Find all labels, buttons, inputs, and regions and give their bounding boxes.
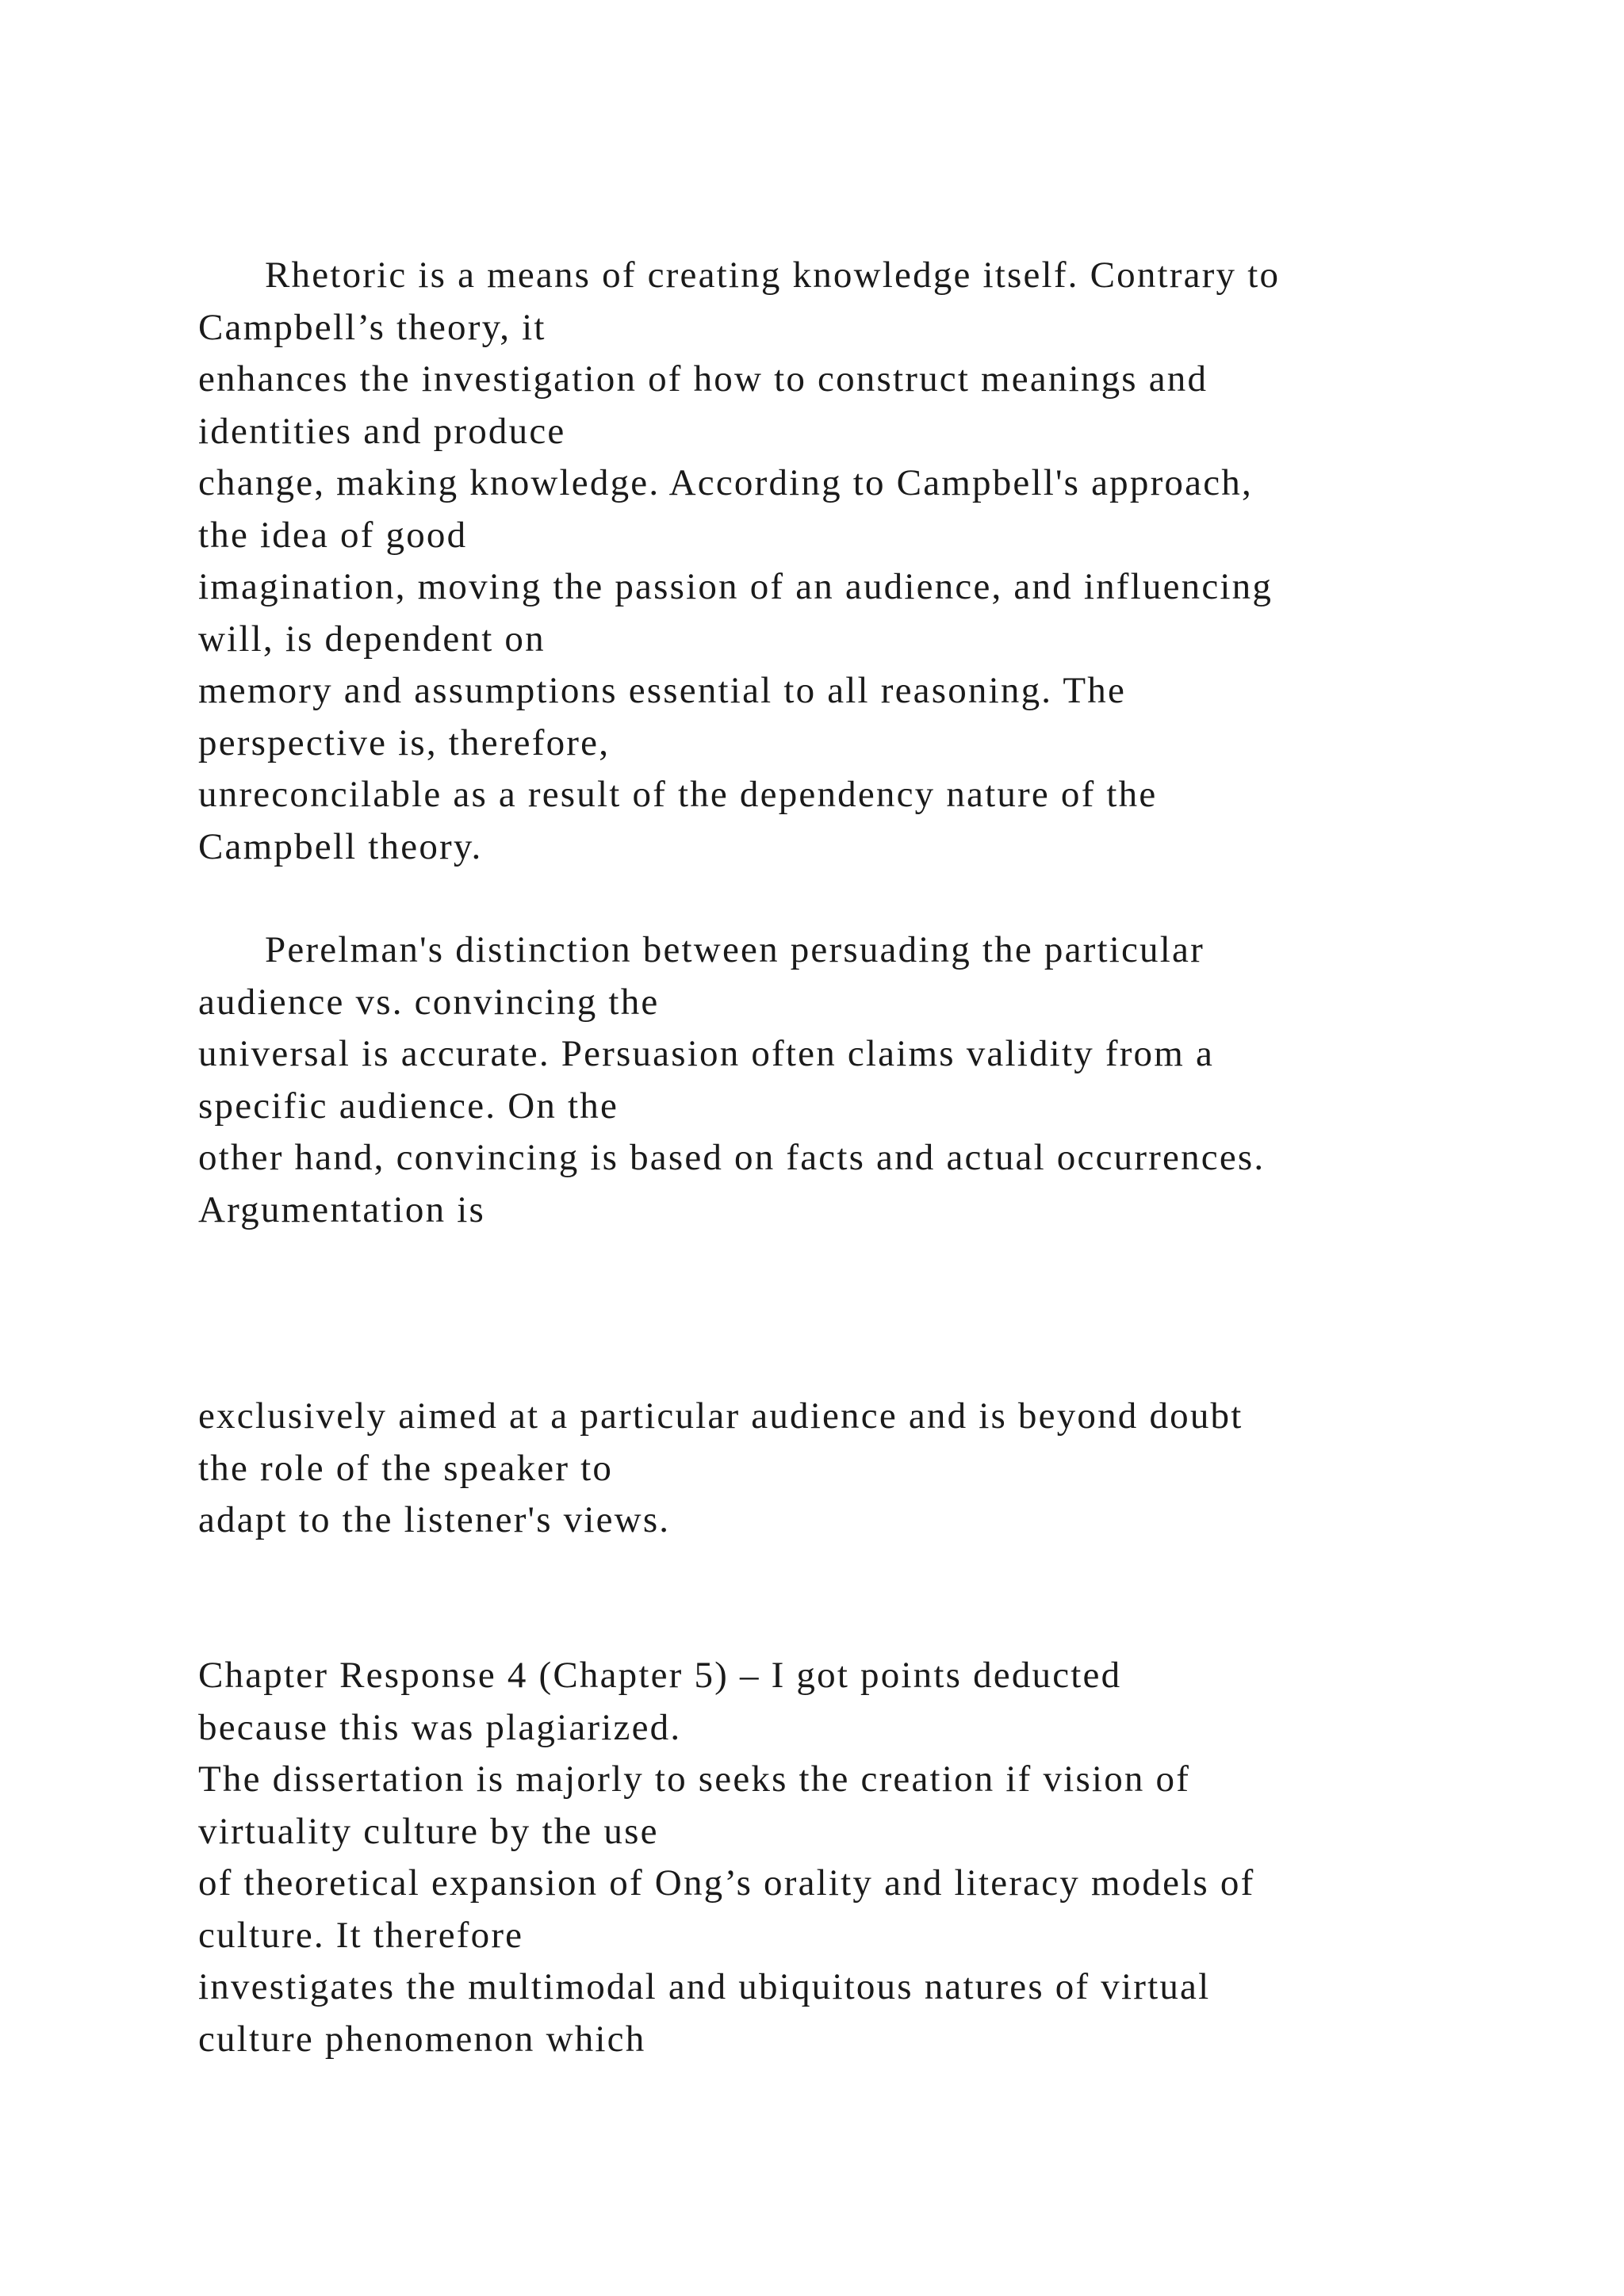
paragraph-line: exclusively aimed at a particular audience and is beyond doubt xyxy=(198,1395,1243,1437)
paragraph-line: Perelman's distinction between persuading the particular xyxy=(265,929,1205,970)
paragraph-line: other hand, convincing is based on facts and actual occurrences. xyxy=(198,1137,1266,1178)
paragraph-line: identities and produce xyxy=(198,410,566,452)
paragraph-line: of theoretical expansion of Ong’s orality and literacy models of xyxy=(198,1862,1255,1904)
paragraph-line: imagination, moving the passion of an audience, and influencing xyxy=(198,566,1274,607)
paragraph-line: because this was plagiarized. xyxy=(198,1706,682,1748)
paragraph-line: virtuality culture by the use xyxy=(198,1810,659,1852)
paragraph-line: the idea of good xyxy=(198,514,468,556)
paragraph-line: investigates the multimodal and ubiquitous natures of virtual xyxy=(198,1966,1211,2007)
paragraph-line: culture. It therefore xyxy=(198,1914,524,1956)
paragraph-line: specific audience. On the xyxy=(198,1085,619,1127)
paragraph-line: Rhetoric is a means of creating knowledge itself. Contrary to xyxy=(265,254,1281,296)
paragraph-line: will, is dependent on xyxy=(198,618,546,660)
paragraph-line: the role of the speaker to xyxy=(198,1447,614,1489)
paragraph-line: Argumentation is xyxy=(198,1188,485,1230)
paragraph-line: enhances the investigation of how to construct meanings and xyxy=(198,358,1208,400)
paragraph-line: Chapter Response 4 (Chapter 5) – I got points deducted xyxy=(198,1655,1122,1696)
paragraph-line: universal is accurate. Persuasion often claims validity from a xyxy=(198,1033,1215,1074)
paragraph-line: perspective is, therefore, xyxy=(198,721,611,763)
paragraph-line: audience vs. convincing the xyxy=(198,981,660,1023)
paragraph-line: Campbell’s theory, it xyxy=(198,306,546,348)
paragraph-chapter-response xyxy=(198,1650,1546,2065)
paragraph-rhetoric xyxy=(198,250,1546,873)
paragraph-line: Campbell theory. xyxy=(198,825,483,867)
paragraph-line: culture phenomenon which xyxy=(198,2018,646,2060)
paragraph-perelman xyxy=(198,924,1546,1236)
paragraph-line: memory and assumptions essential to all reasoning. The xyxy=(198,670,1127,711)
paragraph-line: change, making knowledge. According to Campbell's approach, xyxy=(198,462,1253,503)
paragraph-argumentation xyxy=(198,1391,1546,1547)
paragraph-line: The dissertation is majorly to seeks the creation if vision of xyxy=(198,1758,1191,1800)
paragraph-line: adapt to the listener's views. xyxy=(198,1499,671,1540)
paragraph-line: unreconcilable as a result of the dependency nature of the xyxy=(198,774,1158,815)
